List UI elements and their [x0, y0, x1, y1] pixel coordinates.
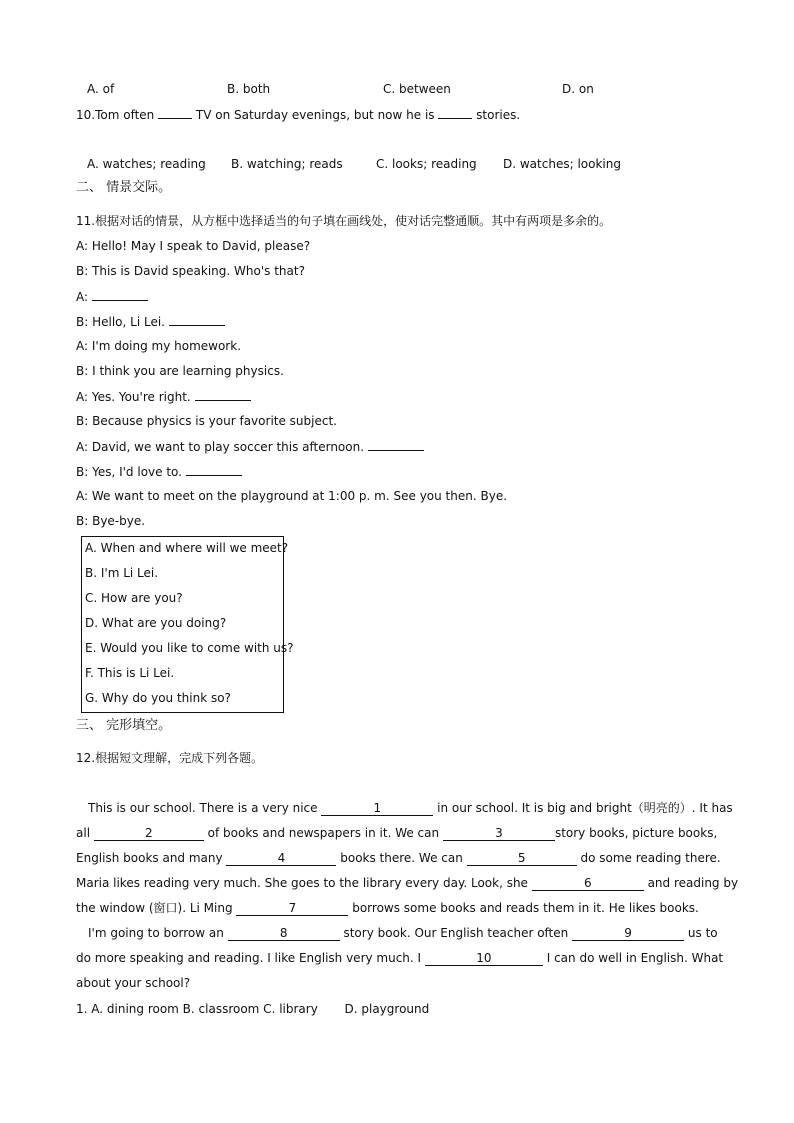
q10-blank-1[interactable]	[158, 106, 192, 119]
q11-instruction: 11.根据对话的情景，从方框中选择适当的句子填在画线处，使对话完整通顺。其中有两项是多余的。	[76, 214, 612, 228]
q12-q1-options: 1. A. dining room B. classroom C. library D. playground	[76, 1002, 430, 1016]
q9-option-c: C. between	[383, 82, 451, 96]
passage-line: I'm going to borrow an 8 story book. Our English teacher often 9 us to	[88, 926, 718, 940]
choice-item: F. This is Li Lei.	[85, 666, 175, 680]
choice-item: A. When and where will we meet?	[85, 541, 289, 555]
choice-item: G. Why do you think so?	[85, 691, 231, 705]
q10-option-b: B. watching; reads	[231, 157, 343, 171]
passage-line: do more speaking and reading. I like English very much. I 10 I can do well in English. What	[76, 951, 724, 965]
passage-line: This is our school. There is a very nice 1 in our school. It is big and bright（明亮的）. It has	[88, 801, 733, 815]
q10-option-a: A. watches; reading	[87, 157, 206, 171]
dialogue-line: A:	[76, 288, 148, 305]
passage-blank-9[interactable]: 9	[572, 926, 684, 941]
dialogue-blank-3[interactable]	[195, 388, 251, 401]
passage-blank-10[interactable]: 10	[425, 951, 543, 966]
dialogue-line: B: I think you are learning physics.	[76, 364, 284, 378]
passage-blank-3[interactable]: 3	[443, 826, 555, 841]
dialogue-blank-4[interactable]	[368, 438, 424, 451]
passage-blank-4[interactable]: 4	[226, 851, 336, 866]
q9-option-a: A. of	[87, 82, 115, 96]
passage-line: Maria likes reading very much. She goes to the library every day. Look, she 6 and reading by	[76, 876, 739, 890]
passage-blank-1[interactable]: 1	[321, 801, 433, 816]
passage-line: about your school?	[76, 976, 191, 990]
passage-blank-8[interactable]: 8	[228, 926, 340, 941]
dialogue-line: A: I'm doing my homework.	[76, 339, 242, 353]
dialogue-line: A: David, we want to play soccer this afternoon.	[76, 438, 424, 455]
q10-question: 10.Tom often TV on Saturday evenings, but now he is stories.	[76, 108, 521, 122]
passage-line: the window (窗口). Li Ming 7 borrows some books and reads them in it. He likes books.	[76, 901, 699, 915]
passage-line: English books and many 4 books there. We can 5 do some reading there.	[76, 851, 721, 865]
dialogue-line: A: Hello! May I speak to David, please?	[76, 239, 311, 253]
dialogue-line: B: Because physics is your favorite subject.	[76, 414, 337, 428]
q10-option-d: D. watches; looking	[503, 157, 621, 171]
choice-item: E. Would you like to come with us?	[85, 641, 294, 655]
passage-blank-5[interactable]: 5	[467, 851, 577, 866]
q10-blank-2[interactable]	[438, 106, 472, 119]
dialogue-line: B: Hello, Li Lei.	[76, 313, 225, 330]
choice-item: C. How are you?	[85, 591, 183, 605]
q9-option-d: D. on	[562, 82, 594, 96]
choice-item: B. I'm Li Lei.	[85, 566, 159, 580]
section3-title: 三、 完形填空。	[76, 718, 172, 733]
section2-title: 二、 情景交际。	[76, 180, 172, 195]
choices-box	[81, 536, 294, 713]
q9-option-b: B. both	[227, 82, 271, 96]
passage-blank-7[interactable]: 7	[236, 901, 348, 916]
dialogue-line: B: Bye-bye.	[76, 514, 146, 528]
q10-option-c: C. looks; reading	[376, 157, 477, 171]
choice-item: D. What are you doing?	[85, 616, 227, 630]
passage-blank-6[interactable]: 6	[532, 876, 644, 891]
dialogue-line: B: Yes, I'd love to.	[76, 463, 242, 480]
dialogue-blank-1[interactable]	[92, 288, 148, 301]
passage-blank-2[interactable]: 2	[94, 826, 204, 841]
dialogue-line: A: Yes. You're right.	[76, 388, 251, 405]
dialogue-line: A: We want to meet on the playground at 1:00 p. m. See you then. Bye.	[76, 489, 508, 503]
dialogue-blank-2[interactable]	[169, 313, 225, 326]
passage-line: all 2 of books and newspapers in it. We can 3 story books, picture books,	[76, 826, 718, 840]
dialogue-blank-5[interactable]	[186, 463, 242, 476]
q12-instruction: 12.根据短文理解，完成下列各题。	[76, 751, 264, 765]
dialogue-line: B: This is David speaking. Who's that?	[76, 264, 305, 278]
